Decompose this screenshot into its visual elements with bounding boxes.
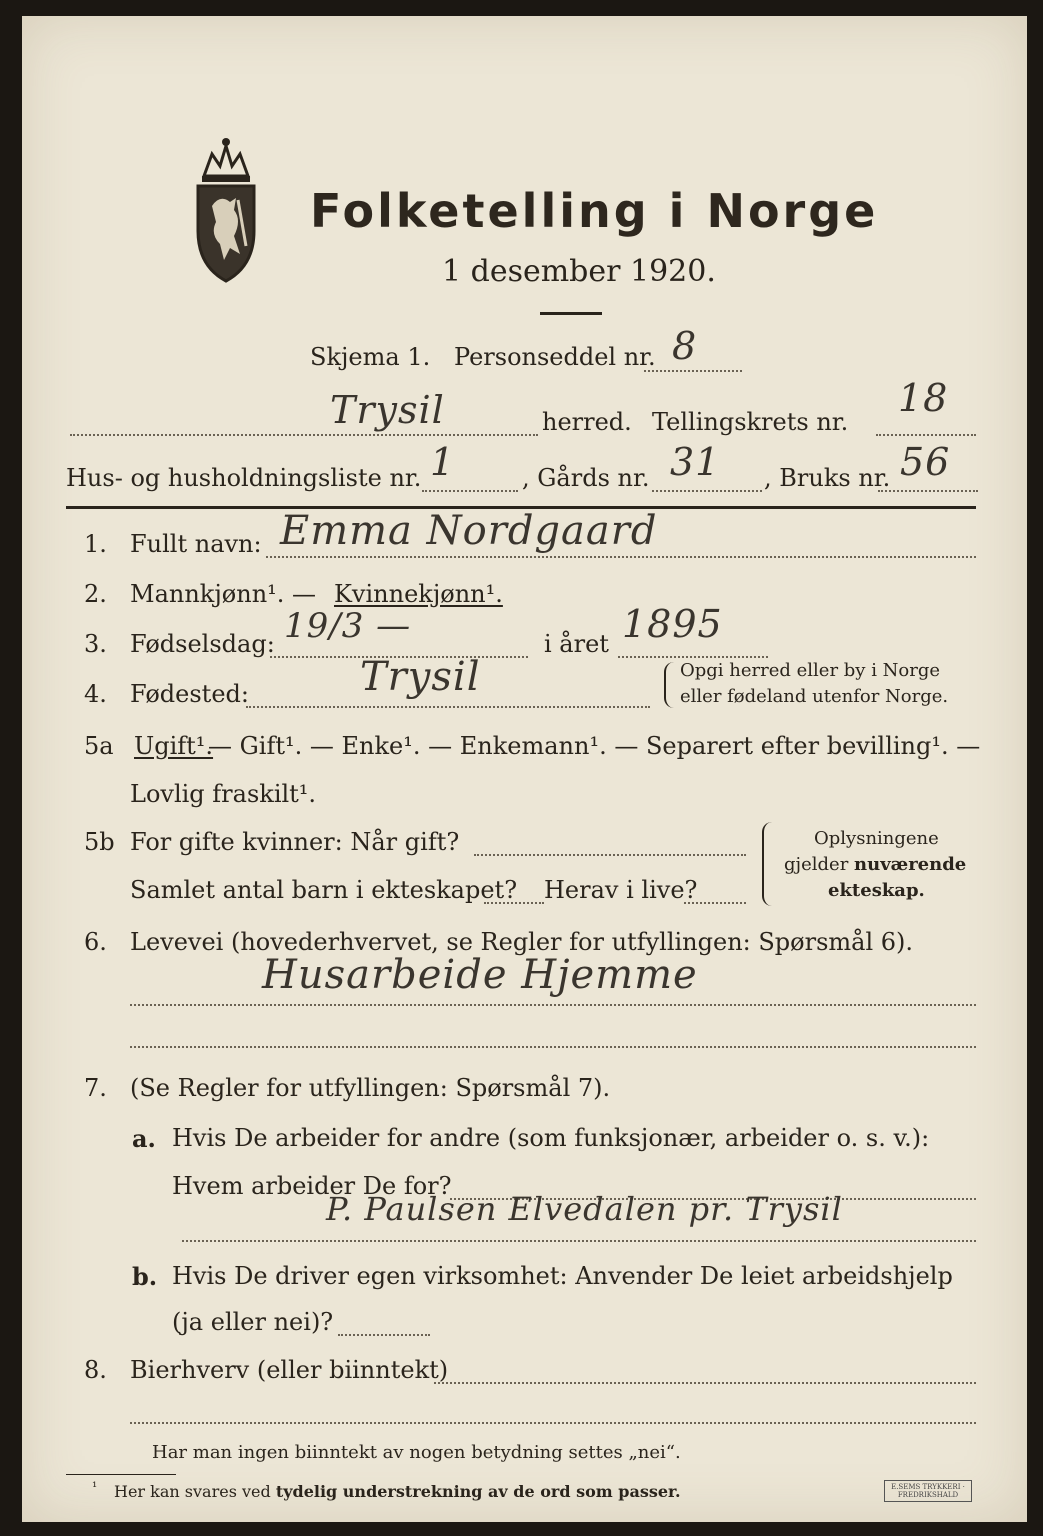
marital-other-options[interactable]: — Gift¹. — Enke¹. — Enkemann¹. — Separert efter bevilling¹. — [208,732,981,760]
marriage-note-1: Oplysningene [814,828,939,849]
personseddel-label: Personseddel nr. [454,343,656,371]
birth-year-value[interactable]: 1895 [622,602,723,646]
q7-label: (Se Regler for utfyllingen: Spørsmål 7). [130,1074,611,1102]
herred-value[interactable]: Trysil [330,388,445,432]
coat-of-arms-icon [190,136,262,286]
q3-number: 3. [84,630,107,658]
title-divider [540,312,602,315]
household-list-number[interactable]: 1 [430,440,456,484]
q7b-text: Hvis De driver egen virksomhet: Anvender De leiet arbeidshjelp [172,1262,953,1290]
birthplace-note-1: Opgi herred eller by i Norge [680,660,941,681]
schema-label: Skjema 1. [310,343,431,371]
household-list-label: Hus- og husholdningsliste nr. [66,464,422,492]
footnote-text: Her kan svares ved tydelig understrekning av de ord som passer. [114,1482,681,1501]
q6-number: 6. [84,928,107,956]
q5a-number: 5a [84,732,114,760]
q1-label: Fullt navn: [130,530,262,558]
census-form-page [22,16,1027,1522]
employer-label: Hvem arbeider De for? [172,1172,452,1200]
q8-number: 8. [84,1356,107,1384]
employer-value[interactable]: P. Paulsen Elvedalen pr. Trysil [326,1190,843,1228]
bruks-number[interactable]: 56 [900,440,951,484]
q7a-text: Hvis De arbeider for andre (som funksjonær, arbeider o. s. v.): [172,1124,930,1152]
q5b-number: 5b [84,828,115,856]
census-date: 1 desember 1920. [442,254,716,289]
q4-number: 4. [84,680,107,708]
footnote-rule [66,1474,176,1475]
full-name-value[interactable]: Emma Nordgaard [280,508,658,554]
male-option[interactable]: Mannkjønn¹. — [130,580,317,608]
occupation-label: Levevei (hovederhvervet, se Regler for utfyllingen: Spørsmål 6). [130,928,914,956]
tellingskrets-label: Tellingskrets nr. [652,408,849,436]
when-married-label: For gifte kvinner: Når gift? [130,828,460,856]
form-title: Folketelling i Norge [310,184,879,238]
gards-number[interactable]: 31 [670,440,721,484]
female-option[interactable]: Kvinnekjønn¹. [334,580,503,608]
birthplace-label: Fødested: [130,680,249,708]
tellingskrets-number[interactable]: 18 [898,376,949,420]
birthdate-label: Fødselsdag: [130,630,275,658]
q7-number: 7. [84,1074,107,1102]
printer-stamp: E.SEMS TRYKKERI · FREDRIKSHALD [884,1480,972,1502]
marriage-note-3: ekteskap. [828,880,925,901]
children-count-label: Samlet antal barn i ekteskapet? [130,876,518,904]
unmarried-option[interactable]: Ugift¹. [134,732,214,760]
footnote-mark: ¹ [92,1480,98,1495]
children-alive-label: Herav i live? [544,876,698,904]
bruks-label: , Bruks nr. [764,464,891,492]
occupation-value[interactable]: Husarbeide Hjemme [262,952,698,998]
gards-label: , Gårds nr. [522,464,650,492]
personseddel-number[interactable]: 8 [672,324,698,368]
q7b-letter: b. [132,1262,158,1291]
divorced-option[interactable]: Lovlig fraskilt¹. [130,780,317,808]
birthdate-value[interactable]: 19/3 — [284,606,412,646]
q2-number: 2. [84,580,107,608]
no-income-note: Har man ingen biinntekt av nogen betydning settes „nei“. [152,1442,681,1463]
marriage-note-2: gjelder nuværende [784,854,967,875]
hired-help-label: (ja eller nei)? [172,1308,334,1336]
secondary-income-label: Bierhverv (eller biinntekt) [130,1356,449,1384]
q7a-letter: a. [132,1124,156,1153]
birthplace-value[interactable]: Trysil [360,654,481,700]
birthplace-note-2: eller fødeland utenfor Norge. [680,686,949,707]
birth-year-label: i året [544,630,609,658]
q1-number: 1. [84,530,107,558]
herred-label: herred. [542,408,632,436]
